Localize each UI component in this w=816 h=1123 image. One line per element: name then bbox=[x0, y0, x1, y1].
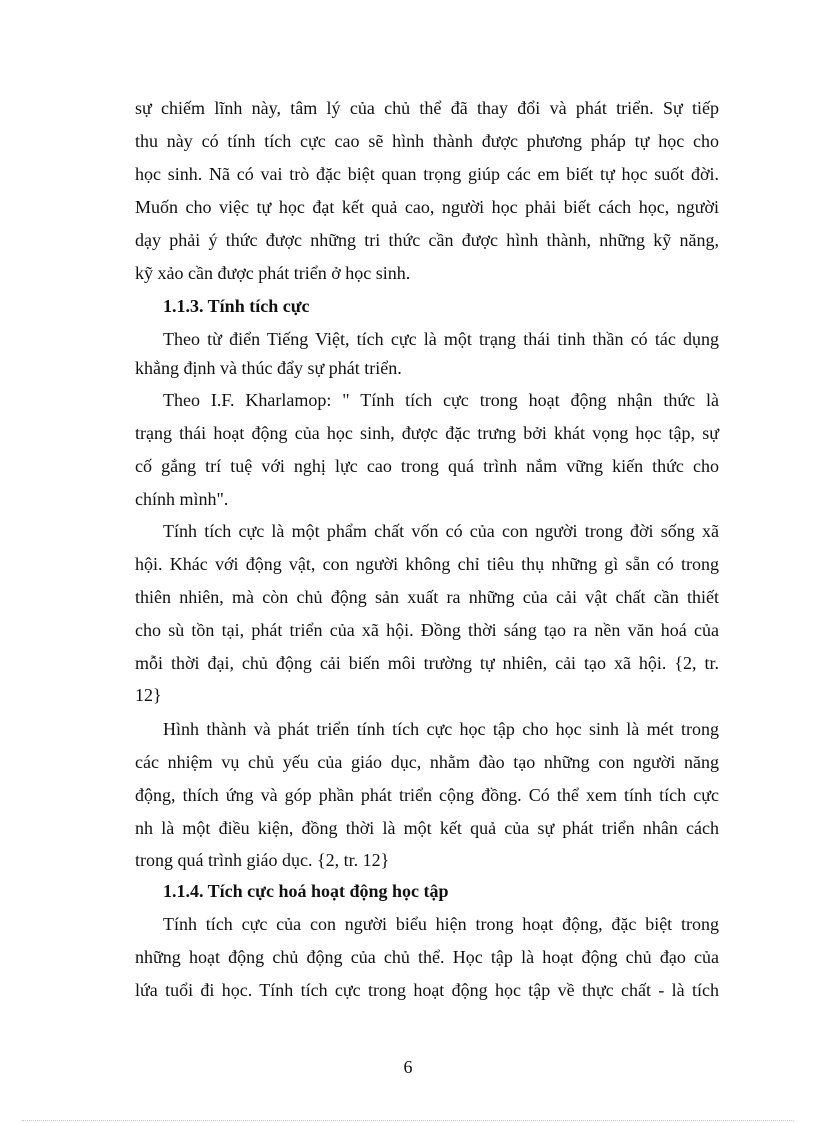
section-heading: 1.1.3. Tính tích cực bbox=[163, 296, 310, 316]
text-line: sự chiếm lĩnh này, tâm lý của chủ thể đã thay đổi và phát triển. Sự tiếp bbox=[135, 98, 719, 118]
text-line: cố gắng trí tuệ với nghị lực cao trong quá trình nắm vững kiến thức cho bbox=[135, 456, 719, 476]
text-line: kỹ xảo cần được phát triển ở học sinh. bbox=[135, 263, 411, 283]
text-line: lứa tuổi đi học. Tính tích cực trong hoạt động học tập về thực chất - là tích bbox=[135, 980, 719, 1000]
text-line: những hoạt động chủ động của chủ thể. Học tập là hoạt động chủ đạo của bbox=[135, 947, 719, 967]
text-line: chính mình". bbox=[135, 489, 229, 509]
text-line: khẳng định và thúc đẩy sự phát triển. bbox=[135, 358, 402, 378]
text-line: Theo từ điển Tiếng Việt, tích cực là một trạng thái tinh thần có tác dụng bbox=[163, 329, 719, 349]
page-number: 6 bbox=[403, 1057, 413, 1077]
text-line: trong quá trình giáo dục. {2, tr. 12} bbox=[135, 850, 390, 870]
text-line: cho sù tồn tại, phát triển của xã hội. Đồng thời sáng tạo ra nền văn hoá của bbox=[135, 620, 719, 640]
page-bottom-divider bbox=[22, 1120, 794, 1121]
text-line: 12} bbox=[135, 685, 162, 705]
text-line: Hình thành và phát triển tính tích cực học tập cho học sinh là mét trong bbox=[163, 719, 719, 739]
text-line: hội. Khác với động vật, con người không chỉ tiêu thụ những gì sẵn có trong bbox=[135, 554, 719, 574]
text-line: nh là một điều kiện, đồng thời là một kết quả của sự phát triển nhân cách bbox=[135, 818, 719, 838]
text-line: dạy phải ý thức được những tri thức cần được hình thành, những kỹ năng, bbox=[135, 230, 719, 250]
text-line: học sinh. Nã có vai trò đặc biệt quan trọng giúp các em biết tự học suốt đời. bbox=[135, 164, 719, 184]
text-line: Theo I.F. Kharlamop: " Tính tích cực trong hoạt động nhận thức là bbox=[163, 390, 719, 410]
text-line: mỗi thời đại, chủ động cải biến môi trường tự nhiên, cải tạo xã hội. {2, tr. bbox=[135, 653, 719, 673]
text-line: Tính tích cực là một phẩm chất vốn có của con người trong đời sống xã bbox=[163, 521, 719, 541]
text-line: các nhiệm vụ chủ yếu của giáo dục, nhằm đào tạo những con người năng bbox=[135, 752, 719, 772]
text-line: động, thích ứng và góp phần phát triển cộng đồng. Có thể xem tính tích cực bbox=[135, 785, 719, 805]
text-line: Muốn cho việc tự học đạt kết quả cao, người học phải biết cách học, người bbox=[135, 197, 719, 217]
text-line: thu này có tính tích cực cao sẽ hình thành được phương pháp tự học cho bbox=[135, 131, 719, 151]
text-line: thiên nhiên, mà còn chủ động sản xuất ra những của cải vật chất cần thiết bbox=[135, 587, 719, 607]
text-line: Tính tích cực của con người biểu hiện trong hoạt động, đặc biệt trong bbox=[163, 914, 719, 934]
text-line: trạng thái hoạt động của học sinh, được đặc trưng bởi khát vọng học tập, sự bbox=[135, 423, 719, 443]
section-heading: 1.1.4. Tích cực hoá hoạt động học tập bbox=[163, 881, 449, 901]
